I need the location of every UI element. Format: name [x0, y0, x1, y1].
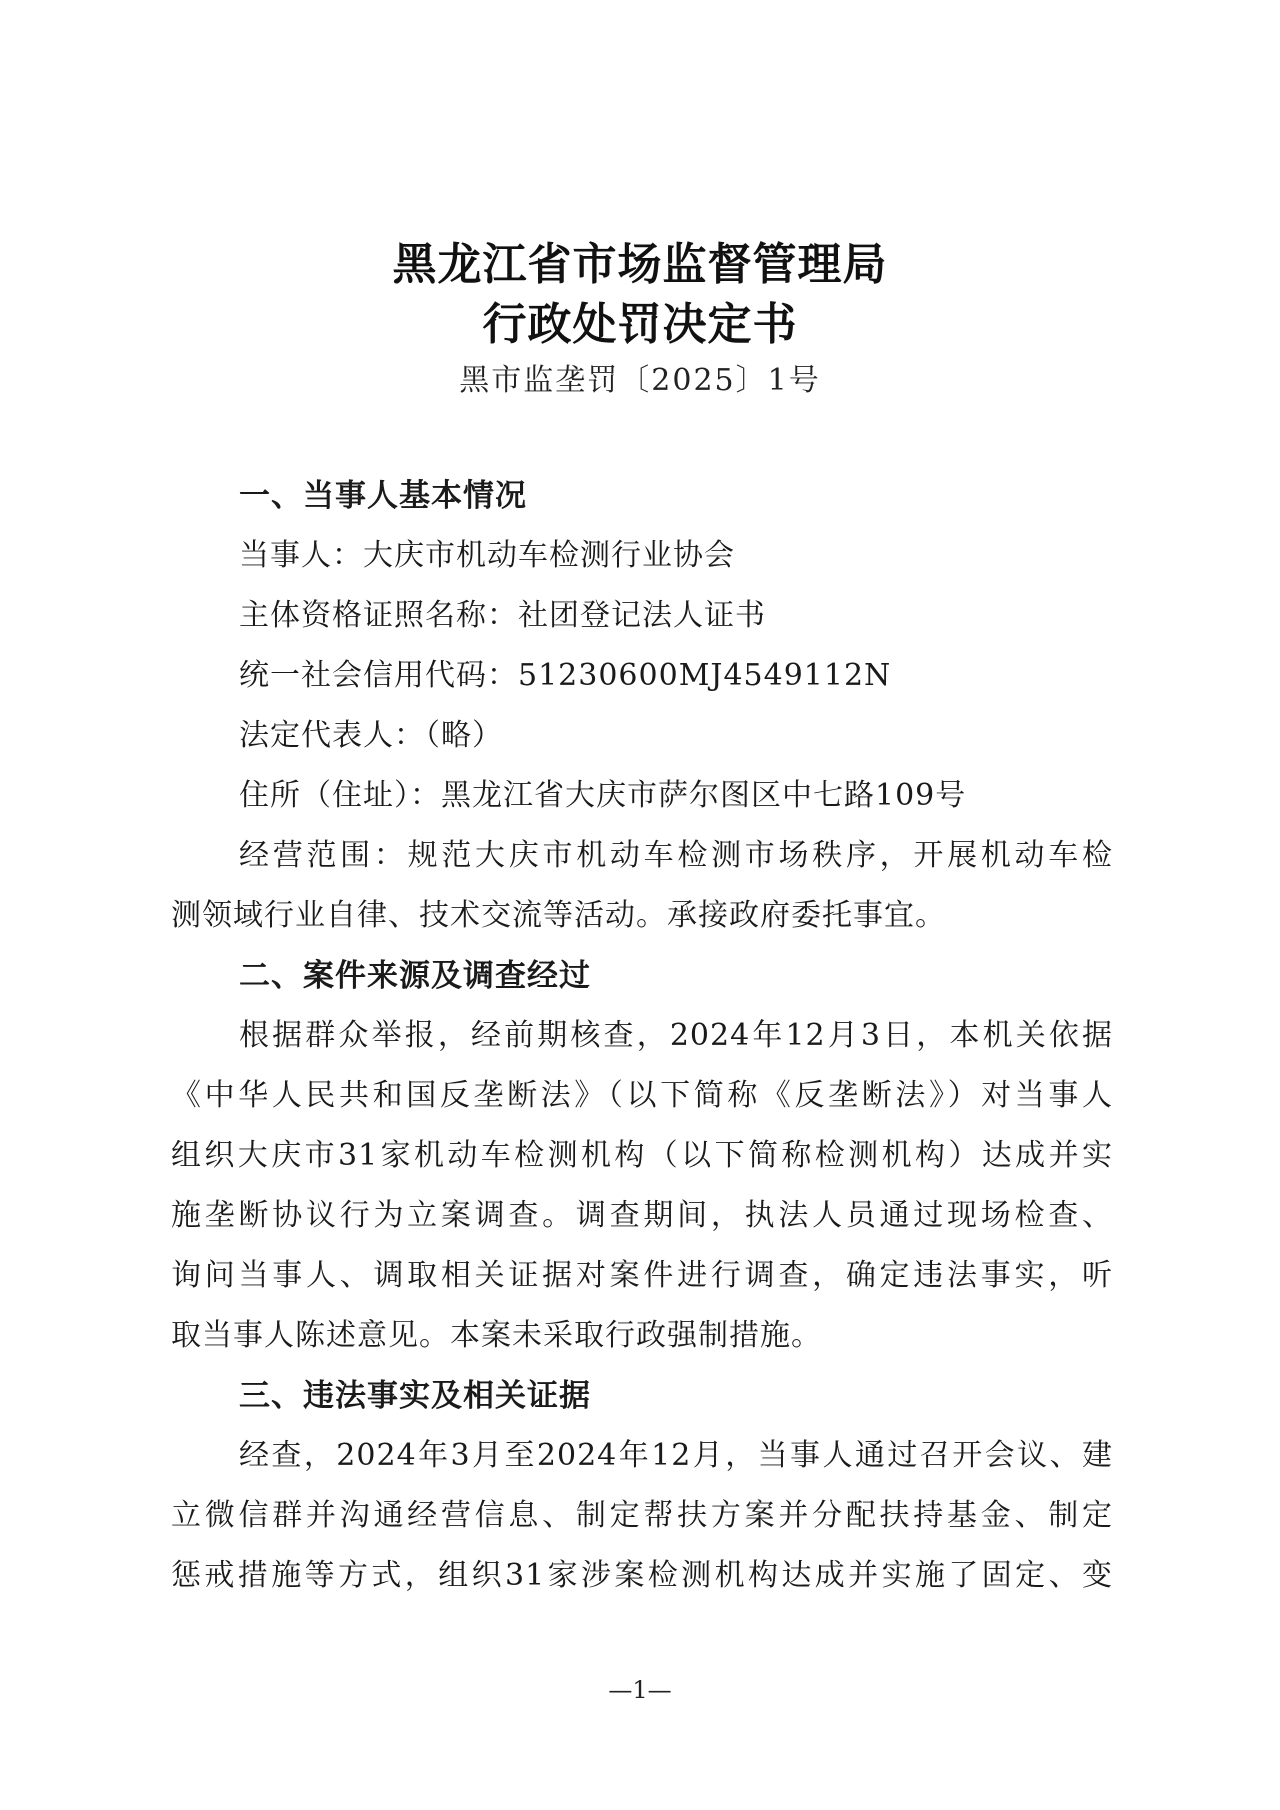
- body-text-line: 施垄断协议行为立案调查。调查期间，执法人员通过现场检查、: [171, 1198, 1113, 1233]
- page-number: —1—: [608, 1676, 672, 1704]
- body-text-line: 统一社会信用代码：51230600MJ4549112N: [239, 658, 892, 693]
- body-text-line: 惩戒措施等方式，组织31家涉案检测机构达成并实施了固定、变: [171, 1558, 1113, 1593]
- body-text-line: 取当事人陈述意见。本案未采取行政强制措施。: [171, 1318, 822, 1353]
- body-text-line: 询问当事人、调取相关证据对案件进行调查，确定违法事实，听: [171, 1258, 1113, 1293]
- section-heading: 三、违法事实及相关证据: [239, 1378, 591, 1414]
- body-text-line: 根据群众举报，经前期核查，2024年12月3日，本机关依据: [239, 1018, 1113, 1053]
- body-text-line: 立微信群并沟通经营信息、制定帮扶方案并分配扶持基金、制定: [171, 1498, 1113, 1533]
- body-text-line: 主体资格证照名称：社团登记法人证书: [239, 598, 766, 633]
- document-number: 黑市监垄罚〔2025〕1号: [459, 363, 821, 398]
- document-body: [171, 466, 1113, 1606]
- body-text-line: 住所（住址）：黑龙江省大庆市萨尔图区中七路109号: [239, 778, 967, 813]
- body-text-line: 测领域行业自律、技术交流等活动。承接政府委托事宜。: [171, 898, 946, 933]
- body-text-line: 当事人：大庆市机动车检测行业协会: [239, 538, 735, 573]
- body-text-line: 法定代表人：（略）: [239, 718, 503, 753]
- body-text-line: 经营范围：规范大庆市机动车检测市场秩序，开展机动车检: [239, 838, 1113, 873]
- body-text-line: 组织大庆市31家机动车检测机构（以下简称检测机构）达成并实: [171, 1138, 1113, 1173]
- body-text-line: 经查，2024年3月至2024年12月，当事人通过召开会议、建: [239, 1438, 1113, 1473]
- section-heading: 一、当事人基本情况: [239, 478, 527, 514]
- document-subtitle: 行政处罚决定书: [482, 299, 798, 350]
- section-heading: 二、案件来源及调查经过: [239, 958, 591, 994]
- document-title: 黑龙江省市场监督管理局: [392, 239, 888, 290]
- body-text-line: 《中华人民共和国反垄断法》（以下简称《反垄断法》）对当事人: [171, 1078, 1113, 1113]
